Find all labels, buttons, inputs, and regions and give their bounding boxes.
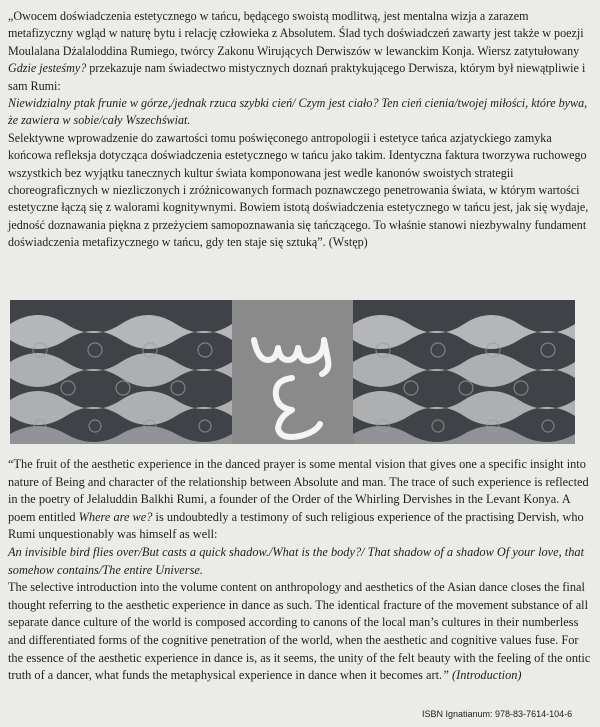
sama-calligraphy-icon bbox=[232, 300, 353, 444]
english-paragraph-2-end: ” (Introduction) bbox=[442, 668, 522, 683]
polish-poem: Niewidzialny ptak frunie w górze,/jednak rzuca szybki cień/ Czym jest ciało? Ten cień cienia/twojej miłości, które bywa, że zawiera w sobie/cały Wszechświat. bbox=[8, 96, 588, 128]
polish-paragraph-1 bbox=[8, 8, 594, 95]
english-paragraph-1-end: is undoubtedly a testimony of such religious experience of the practising Dervish, who Rumi unquestionably was himself as well: bbox=[8, 509, 584, 542]
english-poem: An invisible bird flies over/But casts a quick shadow./What is the body?/ That shadow of a shadow Of your love, that somehow contains/The entire Universe. bbox=[8, 544, 585, 577]
polish-paragraph-2: Selektywne wprowadzenie do zawartości tomu poświęconego antropologii i estetyce tańca azjatyckiego zamyka końcowa refleksja dotycząca doświadczenia estetycznego w tańcu jako takim. Identyczna faktura tworzywa ruchowego wszystkich bez wyjątku tanecznych kultur świata komponowana jest wedle kanonów swoistych strategii choreograficznych w niezliczonych i zróżnicowanych formach poznawczego penetrowania świata, w którym wartości estetyczne łączą się z walorami kognitywnymi. Bowiem istotą doświadczenia estetycznego w tańcu jest, jak się wydaje, jedność doznawania piękna z przeżyciem samopoznawania się tańczącego. To właśnie stanowi niezbywalny fundament doświadczenia metafizycznego w tańcu, gdy ten staje się sztuką”. (Wstęp) bbox=[8, 130, 589, 250]
english-paragraph-2 bbox=[8, 579, 596, 685]
english-paragraph-1-text: “The fruit of the aesthetic experience in the danced prayer is some mental vision that gives one a specific insight into nature of Being and character of the relationship between Absolute and man. The trace of such experience is reflected in the poetry of Jelaluddin Balkhi Rumi, a founder of the Order of the Whirling Dervishes in the Levant Konya. A poem entitled bbox=[8, 457, 589, 524]
polish-poem-title: Gdzie jesteśmy? bbox=[8, 61, 87, 76]
isbn-label: ISBN Ignatianum: 978-83-7614-104-6 bbox=[422, 709, 573, 719]
english-paragraph-1 bbox=[8, 456, 596, 544]
ornamental-tile-left bbox=[10, 300, 232, 444]
calligraphy-banner bbox=[10, 300, 575, 444]
polish-paragraph-1-end: przekazuje nam świadectwo mistycznych doznań praktykującego Derwisza, którym był niewątpliwie i sam Rumi: bbox=[8, 61, 586, 93]
calligraphy-box bbox=[232, 300, 353, 444]
english-paragraph-2-text: The selective introduction into the volume content on anthropology and aesthetics of the Asian dance closes the final thought referring to the aesthetic experience in dance as such. The identical fracture of the movement substance of all separate dance culture of the world is composed according to canons of the local man’s cultures in their numberless and differentiated forms of the cognitive penetration of the world, when the aesthetic and cognitive values fuse. For the essence of the aesthetic experience in dance is, as it seems, the unity of the felt beauty with the feeling of the ontic truth of a dancer, what funds the metaphysical experience in dance when it becomes art. bbox=[8, 580, 591, 683]
english-blurb bbox=[8, 456, 596, 685]
polish-paragraph-1-text: „Owocem doświadczenia estetycznego w tańcu, będącego swoistą modlitwą, jest mentalna wizja a zarazem metafizyczny wgląd w naturę bytu i relację człowieka z Absolutem. Ślad tych doświadczeń zawarty jest także w poezji Moulalana Dżalaloddina Rumiego, twórcy Zakonu Wirujących Derwiszów w lewanckim Konja. Wiersz zatytułowany bbox=[8, 9, 584, 58]
polish-blurb bbox=[8, 8, 594, 252]
english-poem-title: Where are we? bbox=[78, 509, 153, 524]
ornamental-tile-right bbox=[353, 300, 575, 444]
